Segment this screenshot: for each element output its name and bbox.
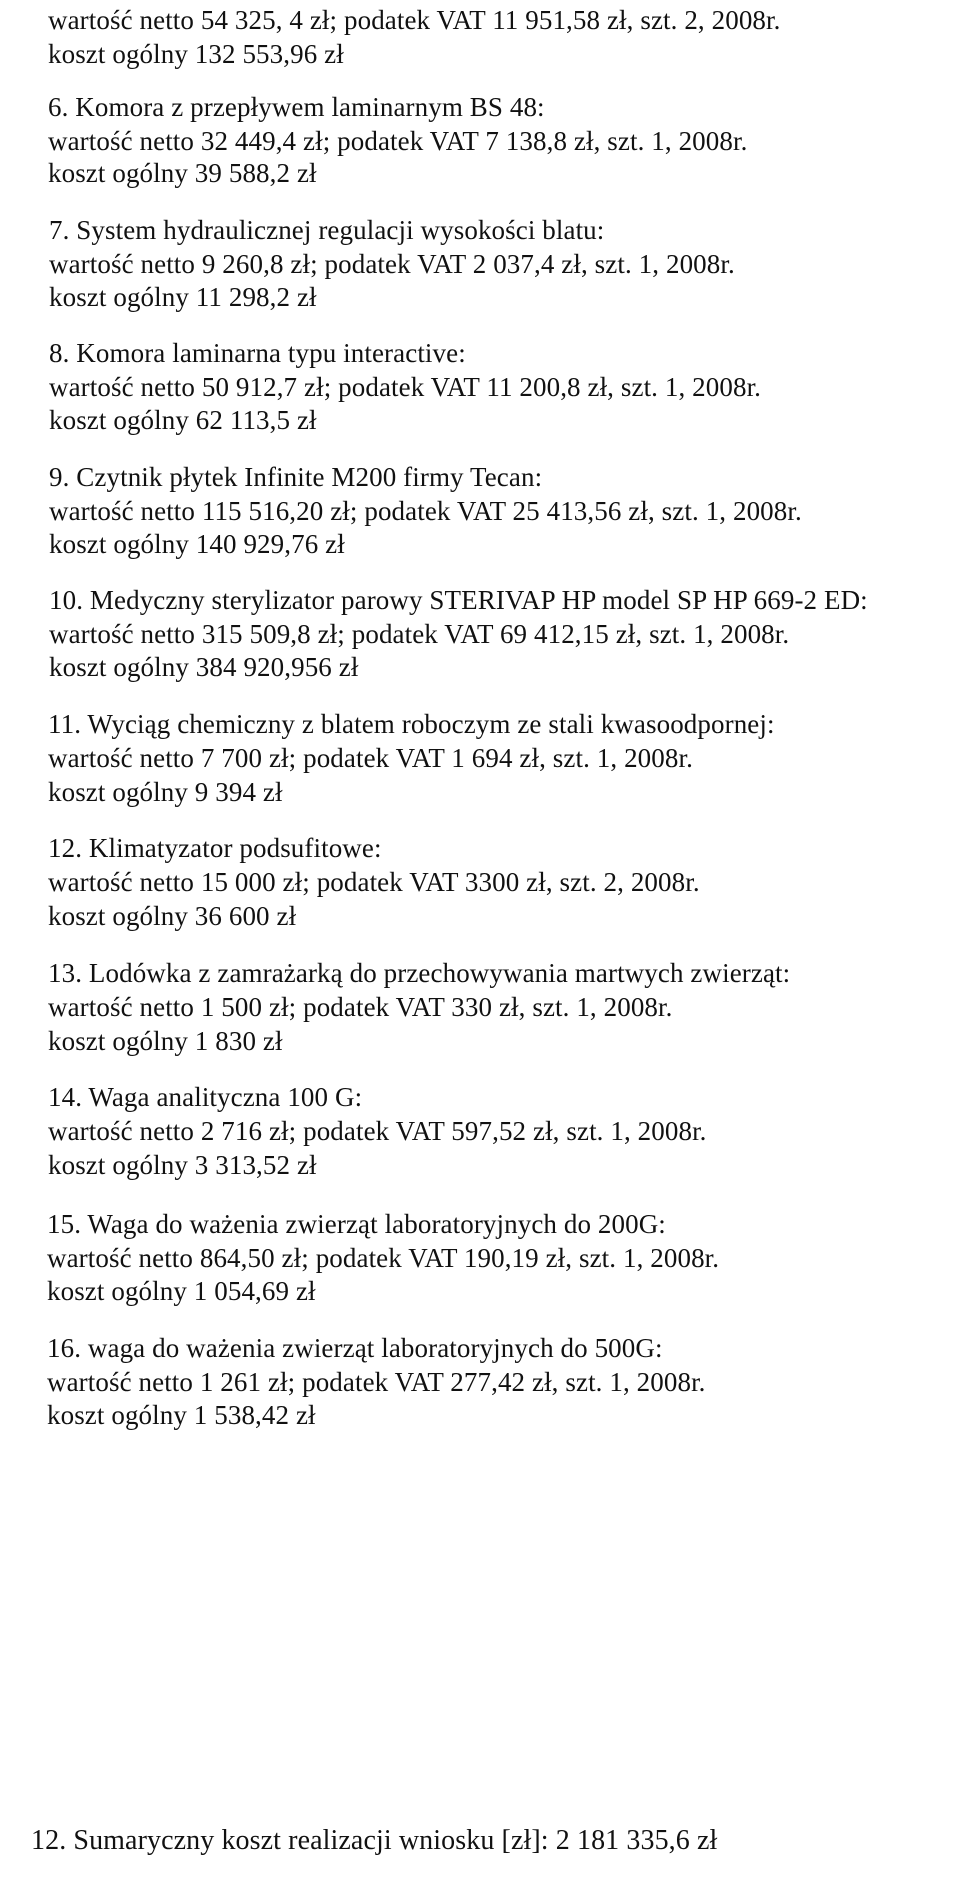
item-cost: koszt ogólny 1 830 zł [48, 1026, 283, 1056]
item-detail: wartość netto 864,50 zł; podatek VAT 190,19 zł, szt. 1, 2008r. [47, 1243, 720, 1273]
item-cost: koszt ogólny 1 054,69 zł [47, 1276, 316, 1306]
item-heading: 10. Medyczny sterylizator parowy STERIVAP HP model SP HP 669-2 ED: [49, 585, 868, 615]
item-heading: 14. Waga analityczna 100 G: [48, 1082, 363, 1112]
item-cost: koszt ogólny 9 394 zł [48, 777, 283, 807]
item-detail: wartość netto 1 261 zł; podatek VAT 277,42 zł, szt. 1, 2008r. [47, 1367, 706, 1397]
item-heading: 13. Lodówka z zamrażarką do przechowywania martwych zwierząt: [48, 958, 791, 988]
item-heading: 7. System hydraulicznej regulacji wysokości blatu: [49, 215, 605, 245]
item-detail: wartość netto 115 516,20 zł; podatek VAT 25 413,56 zł, szt. 1, 2008r. [49, 496, 802, 526]
item-detail: wartość netto 15 000 zł; podatek VAT 3300 zł, szt. 2, 2008r. [48, 867, 700, 897]
item-cost: koszt ogólny 36 600 zł [48, 901, 297, 931]
item-detail: wartość netto 2 716 zł; podatek VAT 597,52 zł, szt. 1, 2008r. [48, 1116, 707, 1146]
intro-cost: koszt ogólny 132 553,96 zł [48, 39, 344, 69]
item-cost: koszt ogólny 140 929,76 zł [49, 529, 345, 559]
item-detail: wartość netto 7 700 zł; podatek VAT 1 694 zł, szt. 1, 2008r. [48, 743, 693, 773]
item-cost: koszt ogólny 62 113,5 zł [49, 405, 317, 435]
item-detail: wartość netto 315 509,8 zł; podatek VAT 69 412,15 zł, szt. 1, 2008r. [49, 619, 790, 649]
item-heading: 8. Komora laminarna typu interactive: [49, 338, 466, 368]
item-detail: wartość netto 32 449,4 zł; podatek VAT 7 138,8 zł, szt. 1, 2008r. [48, 126, 748, 156]
item-heading: 6. Komora z przepływem laminarnym BS 48: [48, 92, 545, 122]
item-detail: wartość netto 1 500 zł; podatek VAT 330 zł, szt. 1, 2008r. [48, 992, 673, 1022]
item-cost: koszt ogólny 384 920,956 zł [49, 652, 359, 682]
intro-detail: wartość netto 54 325, 4 zł; podatek VAT 11 951,58 zł, szt. 2, 2008r. [48, 5, 781, 35]
item-detail: wartość netto 50 912,7 zł; podatek VAT 11 200,8 zł, szt. 1, 2008r. [49, 372, 762, 402]
item-detail: wartość netto 9 260,8 zł; podatek VAT 2 037,4 zł, szt. 1, 2008r. [49, 249, 735, 279]
item-cost: koszt ogólny 11 298,2 zł [49, 282, 317, 312]
item-cost: koszt ogólny 3 313,52 zł [48, 1150, 317, 1180]
item-heading: 9. Czytnik płytek Infinite M200 firmy Tecan: [49, 462, 543, 492]
item-heading: 15. Waga do ważenia zwierząt laboratoryjnych do 200G: [47, 1209, 666, 1239]
item-cost: koszt ogólny 39 588,2 zł [48, 158, 317, 188]
summary-line: 12. Sumaryczny koszt realizacji wniosku [zł]: 2 181 335,6 zł [31, 1825, 718, 1856]
item-heading: 12. Klimatyzator podsufitowe: [48, 833, 382, 863]
item-heading: 16. waga do ważenia zwierząt laboratoryjnych do 500G: [47, 1333, 663, 1363]
item-cost: koszt ogólny 1 538,42 zł [47, 1400, 316, 1430]
item-heading: 11. Wyciąg chemiczny z blatem roboczym ze stali kwasoodpornej: [48, 709, 775, 739]
